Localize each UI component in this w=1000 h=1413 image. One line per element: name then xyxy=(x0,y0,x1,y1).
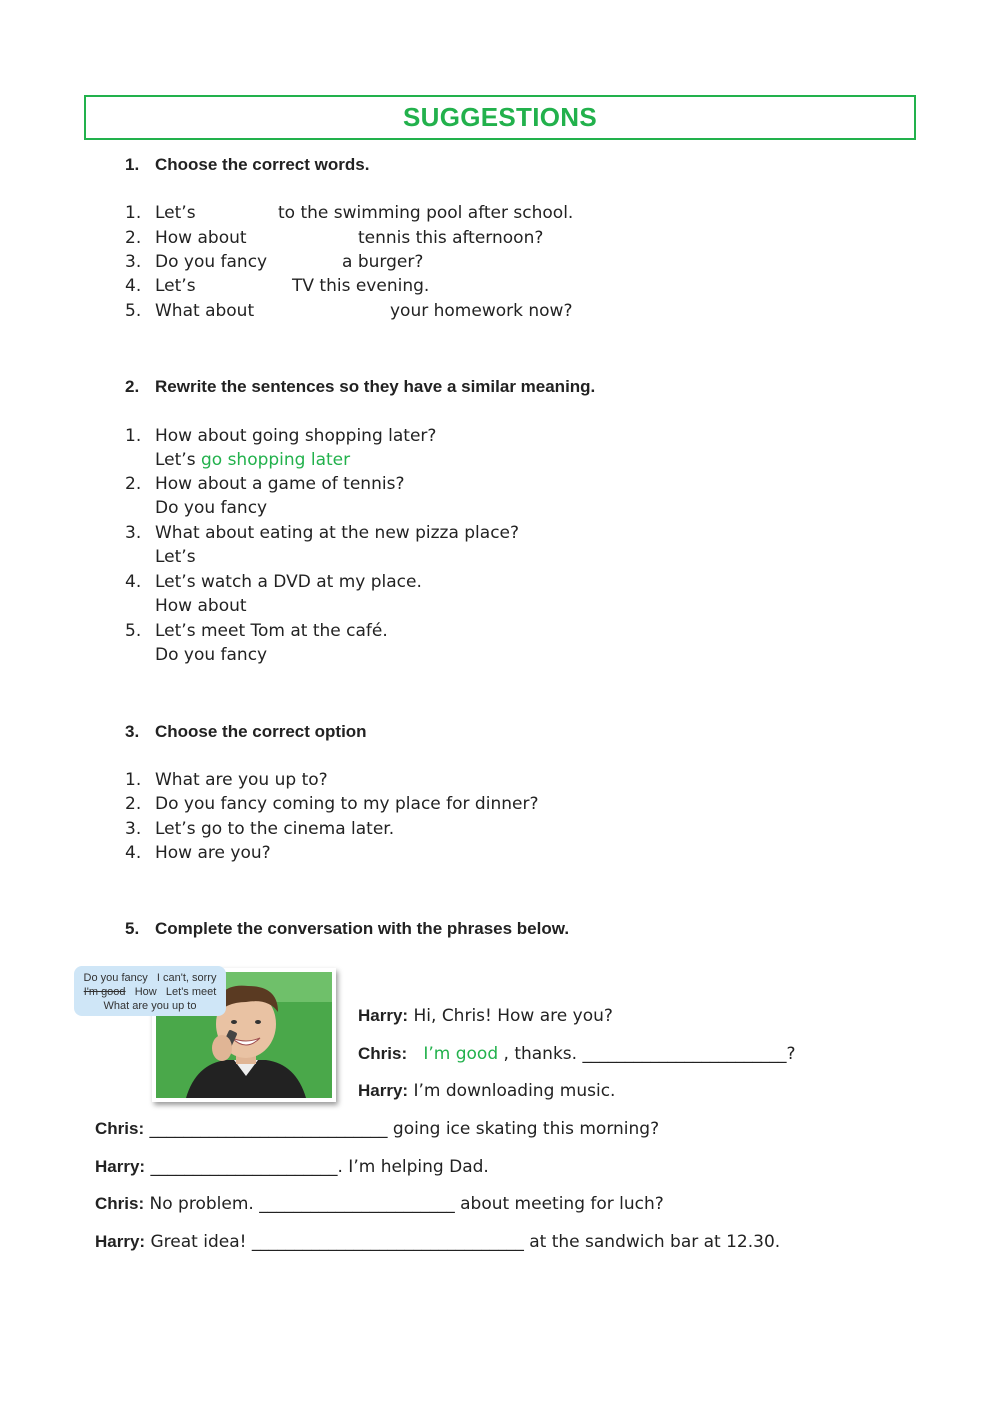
s1-item-start: Let’s xyxy=(155,203,196,223)
phrase-do-you-fancy: Do you fancy xyxy=(83,972,148,984)
s3-item-number: 2. xyxy=(125,794,142,814)
dialog-line-3 xyxy=(358,1081,615,1101)
s1-item-2-end: tennis this afternoon? xyxy=(358,228,544,248)
s1-item-start: Let’s xyxy=(155,276,196,296)
title-box xyxy=(84,95,916,140)
s2-item-1-answer xyxy=(155,450,350,470)
s2-item-question: What about eating at the new pizza place? xyxy=(155,523,520,543)
dialog-text: , thanks. ________________________? xyxy=(503,1044,796,1064)
dialog-text: ______________________. I’m helping Dad. xyxy=(150,1157,489,1177)
dialog-answer: I’m good xyxy=(423,1044,499,1064)
phrase-row-1 xyxy=(74,971,226,985)
s2-item-starter: Let’s xyxy=(155,547,196,567)
s1-item-4 xyxy=(125,276,196,296)
s1-item-5-end: your homework now? xyxy=(390,301,573,321)
s2-item-4-question xyxy=(125,572,422,592)
dialog-speaker: Harry: xyxy=(358,1006,409,1025)
s3-item-number: 1. xyxy=(125,770,142,790)
s2-item-2-answer xyxy=(155,498,267,518)
section5-number: 5. xyxy=(125,919,140,938)
s2-item-number: 2. xyxy=(125,474,142,494)
s1-item-1-end: to the swimming pool after school. xyxy=(278,203,574,223)
s2-item-starter: Do you fancy xyxy=(155,498,268,518)
s1-item-number: 5. xyxy=(125,301,142,321)
s1-item-1 xyxy=(125,203,196,223)
dialog-line-2 xyxy=(358,1044,796,1064)
page-title: SUGGESTIONS xyxy=(403,102,597,132)
section1-heading-text: Choose the correct words. xyxy=(155,155,370,174)
dialog-speaker: Harry: xyxy=(95,1157,146,1176)
phrase-box xyxy=(74,966,226,1016)
s1-item-start: Do you fancy xyxy=(155,252,268,272)
phrase-what-are-you-up-to: What are you up to xyxy=(103,1000,197,1012)
dialog-speaker: Harry: xyxy=(358,1081,409,1100)
s2-item-5-question xyxy=(125,621,388,641)
s2-item-starter: Let’s xyxy=(155,450,196,470)
s1-item-number: 1. xyxy=(125,203,142,223)
s1-item-3 xyxy=(125,252,267,272)
dialog-text: Hi, Chris! How are you? xyxy=(413,1006,613,1026)
s2-item-5-answer xyxy=(155,645,267,665)
s2-item-3-question xyxy=(125,523,519,543)
s2-item-number: 1. xyxy=(125,426,142,446)
s2-item-number: 5. xyxy=(125,621,142,641)
section5-heading-text: Complete the conversation with the phrases below. xyxy=(155,919,570,938)
dialog-speaker: Chris: xyxy=(95,1119,145,1138)
s3-item-3 xyxy=(125,819,394,839)
dialog-line-7 xyxy=(95,1232,780,1252)
s3-item-text: Let’s go to the cinema later. xyxy=(155,819,395,839)
s1-item-2 xyxy=(125,228,247,248)
s1-item-number: 3. xyxy=(125,252,142,272)
dialog-line-5 xyxy=(95,1157,489,1177)
s2-item-3-answer xyxy=(155,547,196,567)
s2-item-question: Let’s meet Tom at the café. xyxy=(155,621,388,641)
phrase-how: How xyxy=(134,986,157,998)
dialog-line-6 xyxy=(95,1194,664,1214)
s3-item-2 xyxy=(125,794,538,814)
s2-item-starter: How about xyxy=(155,596,247,616)
phrase-im-good: I'm good xyxy=(83,986,126,998)
s3-item-4 xyxy=(125,843,271,863)
s1-item-start: How about xyxy=(155,228,247,248)
s2-item-question: How about going shopping later? xyxy=(155,426,437,446)
dialog-speaker: Chris: xyxy=(95,1194,145,1213)
s3-item-number: 4. xyxy=(125,843,142,863)
s3-item-1 xyxy=(125,770,328,790)
section2-heading xyxy=(125,377,595,397)
section1-number: 1. xyxy=(125,155,140,174)
section2-heading-text: Rewrite the sentences so they have a similar meaning. xyxy=(155,377,596,396)
s1-item-number: 2. xyxy=(125,228,142,248)
section3-number: 3. xyxy=(125,722,140,741)
phrase-row-2 xyxy=(74,985,226,999)
dialog-line-1 xyxy=(358,1006,613,1026)
s2-item-2-question xyxy=(125,474,404,494)
section3-heading xyxy=(125,722,367,742)
s2-item-question: Let’s watch a DVD at my place. xyxy=(155,572,422,592)
phrase-row-3 xyxy=(74,999,226,1013)
dialog-text: ____________________________ going ice skating this morning? xyxy=(149,1119,660,1139)
s1-item-4-end: TV this evening. xyxy=(292,276,430,296)
dialog-line-4 xyxy=(95,1119,659,1139)
s1-item-3-end: a burger? xyxy=(342,252,424,272)
phrase-lets-meet: Let's meet xyxy=(165,986,217,998)
section1-heading xyxy=(125,155,369,175)
s2-item-number: 3. xyxy=(125,523,142,543)
s3-item-text: What are you up to? xyxy=(155,770,328,790)
s3-item-text: How are you? xyxy=(155,843,271,863)
dialog-speaker: Harry: xyxy=(95,1232,146,1251)
section3-heading-text: Choose the correct option xyxy=(155,722,367,741)
s1-item-5 xyxy=(125,301,254,321)
s2-item-4-answer xyxy=(155,596,247,616)
section5-heading xyxy=(125,919,569,939)
s2-item-number: 4. xyxy=(125,572,142,592)
s2-item-starter: Do you fancy xyxy=(155,645,268,665)
dialog-speaker: Chris: xyxy=(358,1044,408,1063)
section2-number: 2. xyxy=(125,377,140,396)
s2-item-question: How about a game of tennis? xyxy=(155,474,405,494)
s1-item-start: What about xyxy=(155,301,255,321)
s3-item-text: Do you fancy coming to my place for dinner? xyxy=(155,794,539,814)
s1-item-number: 4. xyxy=(125,276,142,296)
s2-item-answer: go shopping later xyxy=(200,450,351,470)
dialog-text: Great idea! ________________________________ at the sandwich bar at 12.30. xyxy=(150,1232,781,1252)
s2-item-1-question xyxy=(125,426,436,446)
dialog-text: I’m downloading music. xyxy=(413,1081,616,1101)
phrase-i-cant-sorry: I can't, sorry xyxy=(156,972,217,984)
s3-item-number: 3. xyxy=(125,819,142,839)
dialog-text: No problem. _______________________ about meeting for luch? xyxy=(149,1194,664,1214)
